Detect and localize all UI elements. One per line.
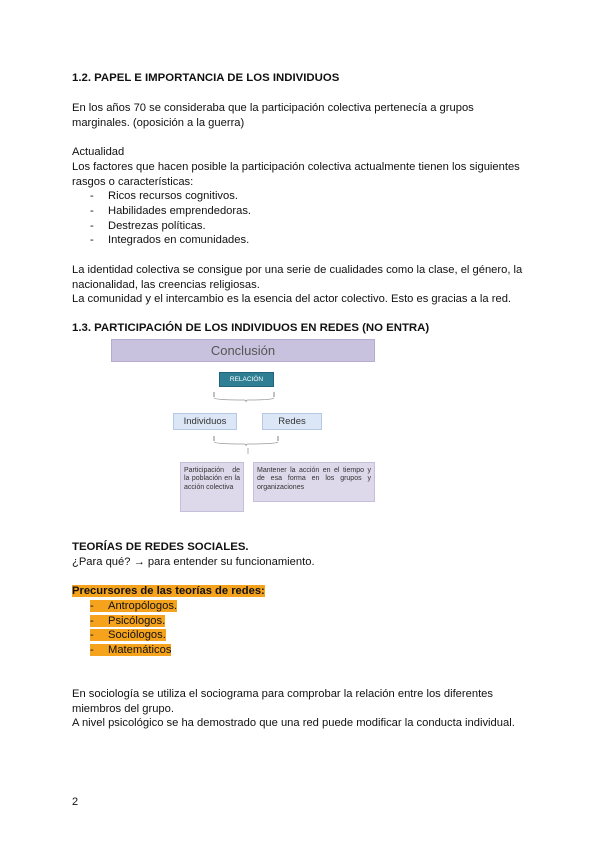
- actualidad-label: Actualidad: [72, 146, 125, 158]
- paragraph-1-line-2: marginales. (oposición a la guerra): [72, 116, 245, 129]
- teorias-paragraph-1-line-1: En sociología se utiliza el sociograma para comprobar la relación entre los diferentes: [72, 688, 493, 700]
- section-1-3-title: 1.3. PARTICIPACIÓN DE LOS INDIVIDUOS EN REDES (NO ENTRA): [72, 322, 430, 334]
- participacion-note: Participación de la población en la acción colectiva: [180, 462, 244, 512]
- para-que-line: ¿Para qué? → para entender su funcionamiento.: [72, 556, 315, 568]
- paragraph-2-line-2: rasgos o características:: [72, 175, 194, 188]
- list-item: - Antropólogos.: [90, 600, 178, 612]
- paragraph-3: [72, 263, 522, 293]
- precursores-title: Precursores de las teorías de redes:: [72, 585, 265, 597]
- teorias-title: TEORÍAS DE REDES SOCIALES.: [72, 541, 249, 553]
- list-item: - Sociólogos.: [90, 629, 166, 641]
- list-item: - Habilidades emprendedoras.: [90, 205, 252, 217]
- list-item: - Psicólogos.: [90, 615, 166, 627]
- list-item: - Destrezas políticas.: [90, 220, 206, 232]
- conclusion-box: Conclusión: [111, 339, 375, 362]
- list-item: - Matemáticos: [90, 644, 172, 656]
- redes-box: Redes: [262, 413, 322, 430]
- paragraph-4: La comunidad y el intercambio es la esencia del actor colectivo. Esto es gracias a la red.: [72, 293, 512, 305]
- paragraph-3-line-2: nacionalidad, las creencias religiosas.: [72, 278, 260, 291]
- section-1-2-title: 1.2. PAPEL E IMPORTANCIA DE LOS INDIVIDUOS: [72, 72, 340, 84]
- paragraph-1: [72, 101, 474, 131]
- paragraph-2-line-1: Los factores que hacen posible la participación colectiva actualmente tienen los siguientes: [72, 161, 520, 173]
- list-item: - Integrados en comunidades.: [90, 234, 250, 246]
- teorias-paragraph-1: [72, 687, 493, 717]
- paragraph-3-line-1: La identidad colectiva se consigue por una serie de cualidades como la clase, el género, la: [72, 264, 523, 276]
- relacion-box: RELACIÓN: [219, 372, 274, 387]
- list-item: - Ricos recursos cognitivos.: [90, 190, 238, 202]
- mantener-note: Mantener la acción en el tiempo y de esa forma en los grupos y organizaciones: [253, 462, 375, 502]
- paragraph-2: [72, 160, 520, 190]
- individuos-box: Individuos: [173, 413, 237, 430]
- page-number: 2: [72, 796, 79, 808]
- teorias-paragraph-2: A nivel psicológico se ha demostrado que una red puede modificar la conducta individual.: [72, 717, 515, 729]
- paragraph-1-line-1: En los años 70 se consideraba que la participación colectiva pertenecía a grupos: [72, 102, 474, 114]
- teorias-paragraph-1-line-2: miembros del grupo.: [72, 702, 174, 715]
